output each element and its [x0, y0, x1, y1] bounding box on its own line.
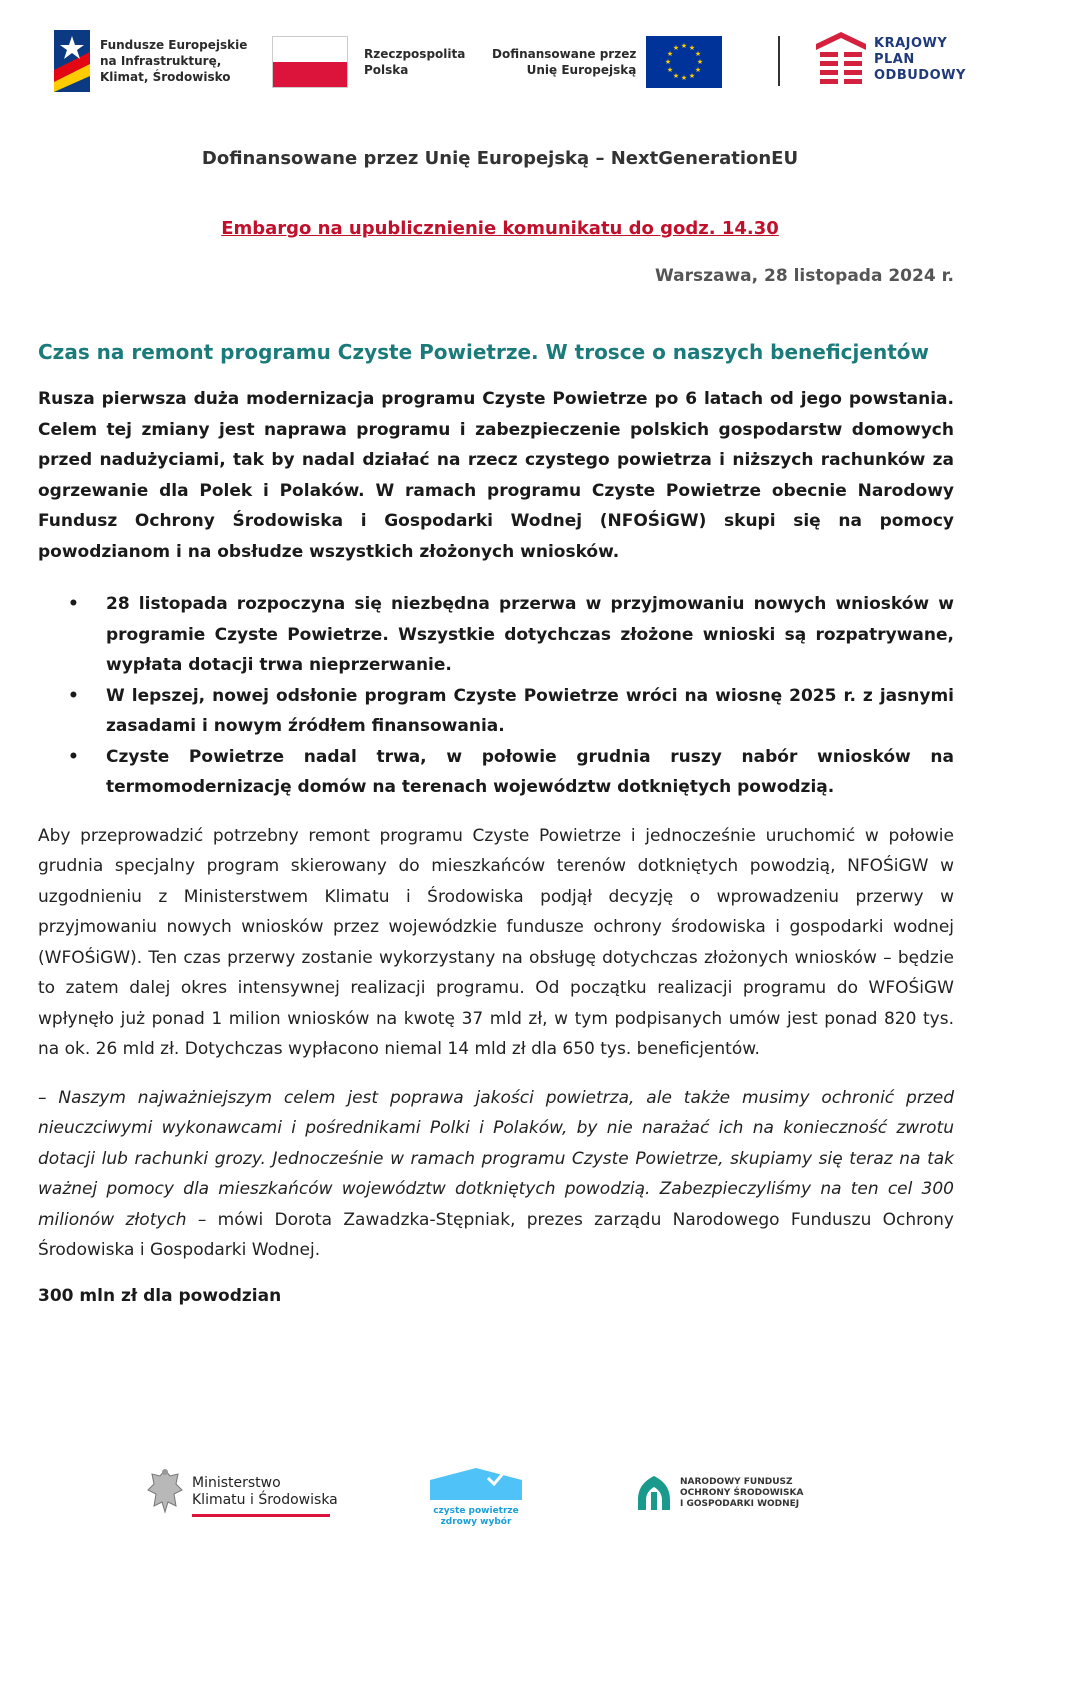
svg-text:★: ★	[667, 50, 674, 58]
list-item	[38, 589, 954, 681]
svg-text:★: ★	[667, 66, 674, 74]
nfosigw-emblem-icon	[636, 1474, 672, 1512]
bullet-icon: •	[68, 746, 79, 767]
embargo-notice: Embargo na upublicznienie komunikatu do godz. 14.30	[221, 218, 779, 239]
nextgen-caption: Dofinansowane przez Unię Europejską – NextGenerationEU	[201, 148, 799, 169]
logo-divider	[778, 36, 780, 86]
rp-line-1: Rzeczpospolita	[364, 47, 466, 61]
quote-text: – Naszym najważniejszym celem jest poprawa jakości powietrza, ale także musimy ochronić przed nieuczciwymi wykonawcami i pośrednikami Polki i Polaków, by nie narażać ich na konieczność zwrotu dotacji lub rachunki grozy. Jednocześnie w ramach programu Czyste Powietrze, skupiamy się teraz na tak ważnej pomocy dla mieszkańców województw dotkniętych powodzią. Zabezpieczyliśmy na ten cel 300 milionów złotych	[38, 1087, 954, 1230]
dateline: Warszawa, 28 listopada 2024 r.	[654, 266, 954, 286]
svg-text:★: ★	[695, 50, 702, 58]
cp-line-1: czyste powietrze	[433, 1506, 519, 1516]
nfosigw-logo	[636, 1474, 803, 1512]
polish-flag-icon	[272, 36, 348, 88]
bullet-icon: •	[68, 685, 79, 706]
nf-line-3: I GOSPODARKI WODNEJ	[680, 1498, 800, 1509]
svg-text:★: ★	[665, 58, 672, 66]
ministry-red-rule	[192, 1514, 330, 1517]
eu-flag-icon	[646, 36, 722, 88]
eu-line-1: Dofinansowane przez	[492, 47, 637, 61]
body-paragraph: Aby przeprowadzić potrzebny remont programu Czyste Powietrze i jednocześnie uruchomić w połowie grudnia specjalny program skierowany do mieszkańców terenów dotkniętych powodzią, NFOŚiGW w uzgodnieniu z Ministerstwem Klimatu i Środowiska podjął decyzję o wprowadzeniu przerwy w przyjmowaniu nowych wniosków przez wojewódzkie fundusze ochrony środowiska i gospodarki wodnej (WFOŚiGW). Ten czas przerwy zostanie wykorzystany na obsługę dotychczas złożonych wniosków – będzie to zatem dalej okres intensywnej realizacji programu. Od początku realizacji programu do WFOŚiGW wpłynęło już ponad 1 milion wniosków na kwotę 37 mld zł, w tym podpisanych umów jest ponad 820 tys. na ok. 26 mld zł. Dotychczas wypłacono niemal 14 mld zł dla 650 tys. beneficjentów.	[38, 825, 954, 1059]
svg-text:★: ★	[697, 58, 704, 66]
kpo-line-3: ODBUDOWY	[874, 68, 966, 83]
mk-line-2: Klimatu i Środowiska	[192, 1492, 338, 1508]
bullet-text-3: Czyste Powietrze nadal trwa, w połowie grudnia ruszy nabór wniosków na termomodernizację domów na terenach województw dotkniętych powodzią.	[106, 746, 954, 797]
ministry-logo	[146, 1466, 338, 1518]
mk-line-1: Ministerstwo	[192, 1475, 281, 1491]
nf-line-2: OCHRONY ŚRODOWISKA	[680, 1487, 804, 1498]
eagle-emblem-icon	[146, 1466, 184, 1518]
svg-text:★: ★	[673, 72, 680, 80]
list-item	[38, 681, 954, 742]
svg-text:★: ★	[689, 44, 696, 52]
svg-text:★: ★	[673, 44, 680, 52]
cp-line-2: zdrowy wybór	[440, 1517, 512, 1527]
rzeczpospolita-logo	[272, 36, 465, 88]
svg-text:★: ★	[681, 74, 688, 82]
kpo-logo	[816, 32, 966, 88]
svg-text:★: ★	[695, 66, 702, 74]
nf-line-1: NARODOWY FUNDUSZ	[680, 1476, 793, 1487]
fe-line-1: Fundusze Europejskie	[100, 38, 248, 52]
kpo-line-1: KRAJOWY	[874, 36, 948, 51]
kpo-line-2: PLAN	[874, 52, 915, 67]
lead-paragraph: Rusza pierwsza duża modernizacja programu Czyste Powietrze po 6 latach od jego powstania. Celem tej zmiany jest naprawa programu i zabezpieczenie polskich gospodarstw domowych przed nadużyciami, tak by nadal działać na rzecz czystego powietrza i niższych rachunków za ogrzewanie dla Polek i Polaków. W ramach programu Czyste Powietrze obecnie Narodowy Fundusz Ochrony Środowiska i Gospodarki Wodnej (NFOŚiGW) skupi się na pomocy powodzianom i na obsłudze wszystkich złożonych wniosków.	[38, 389, 954, 562]
fe-line-2: na Infrastrukturę,	[100, 54, 222, 68]
list-item	[38, 742, 954, 803]
quote-attribution: – mówi Dorota Zawadzka-Stępniak, prezes zarządu Narodowego Funduszu Ochrony Środowiska i Gospodarki Wodnej.	[38, 1209, 954, 1260]
rp-line-2: Polska	[364, 63, 409, 77]
eu-funding-logo	[492, 36, 722, 88]
fundusze-europejskie-logo	[54, 30, 247, 92]
eu-line-2: Unię Europejską	[526, 63, 637, 77]
svg-text:★: ★	[681, 42, 688, 50]
footer-logos	[0, 1466, 1000, 1536]
house-checkmark-icon	[430, 1466, 522, 1500]
fe-line-3: Klimat, Środowisko	[100, 70, 231, 84]
svg-text:★: ★	[689, 72, 696, 80]
bullet-text-2: W lepszej, nowej odsłonie program Czyste Powietrze wróci na wiosnę 2025 r. z jasnymi zasadami i nowym źródłem finansowania.	[106, 685, 954, 736]
fe-star-icon	[54, 30, 90, 92]
key-points-list	[38, 589, 954, 803]
czyste-powietrze-logo	[430, 1466, 522, 1528]
article-title: Czas na remont programu Czyste Powietrze. W trosce o naszych beneficjentów	[38, 340, 929, 364]
article-body	[38, 340, 954, 1306]
bullet-icon: •	[68, 594, 79, 614]
header-logos	[40, 28, 990, 128]
kpo-icon	[816, 32, 866, 88]
quote-paragraph	[38, 1083, 954, 1266]
bullet-text-1: 28 listopada rozpoczyna się niezbędna przerwa w przyjmowaniu nowych wniosków w programie Czyste Powietrze. Wszystkie dotychczas złożone wnioski są rozpatrywane, wypłata dotacji trwa nieprzerwanie.	[106, 594, 954, 675]
section-subheading: 300 mln zł dla powodzian	[38, 1285, 282, 1306]
